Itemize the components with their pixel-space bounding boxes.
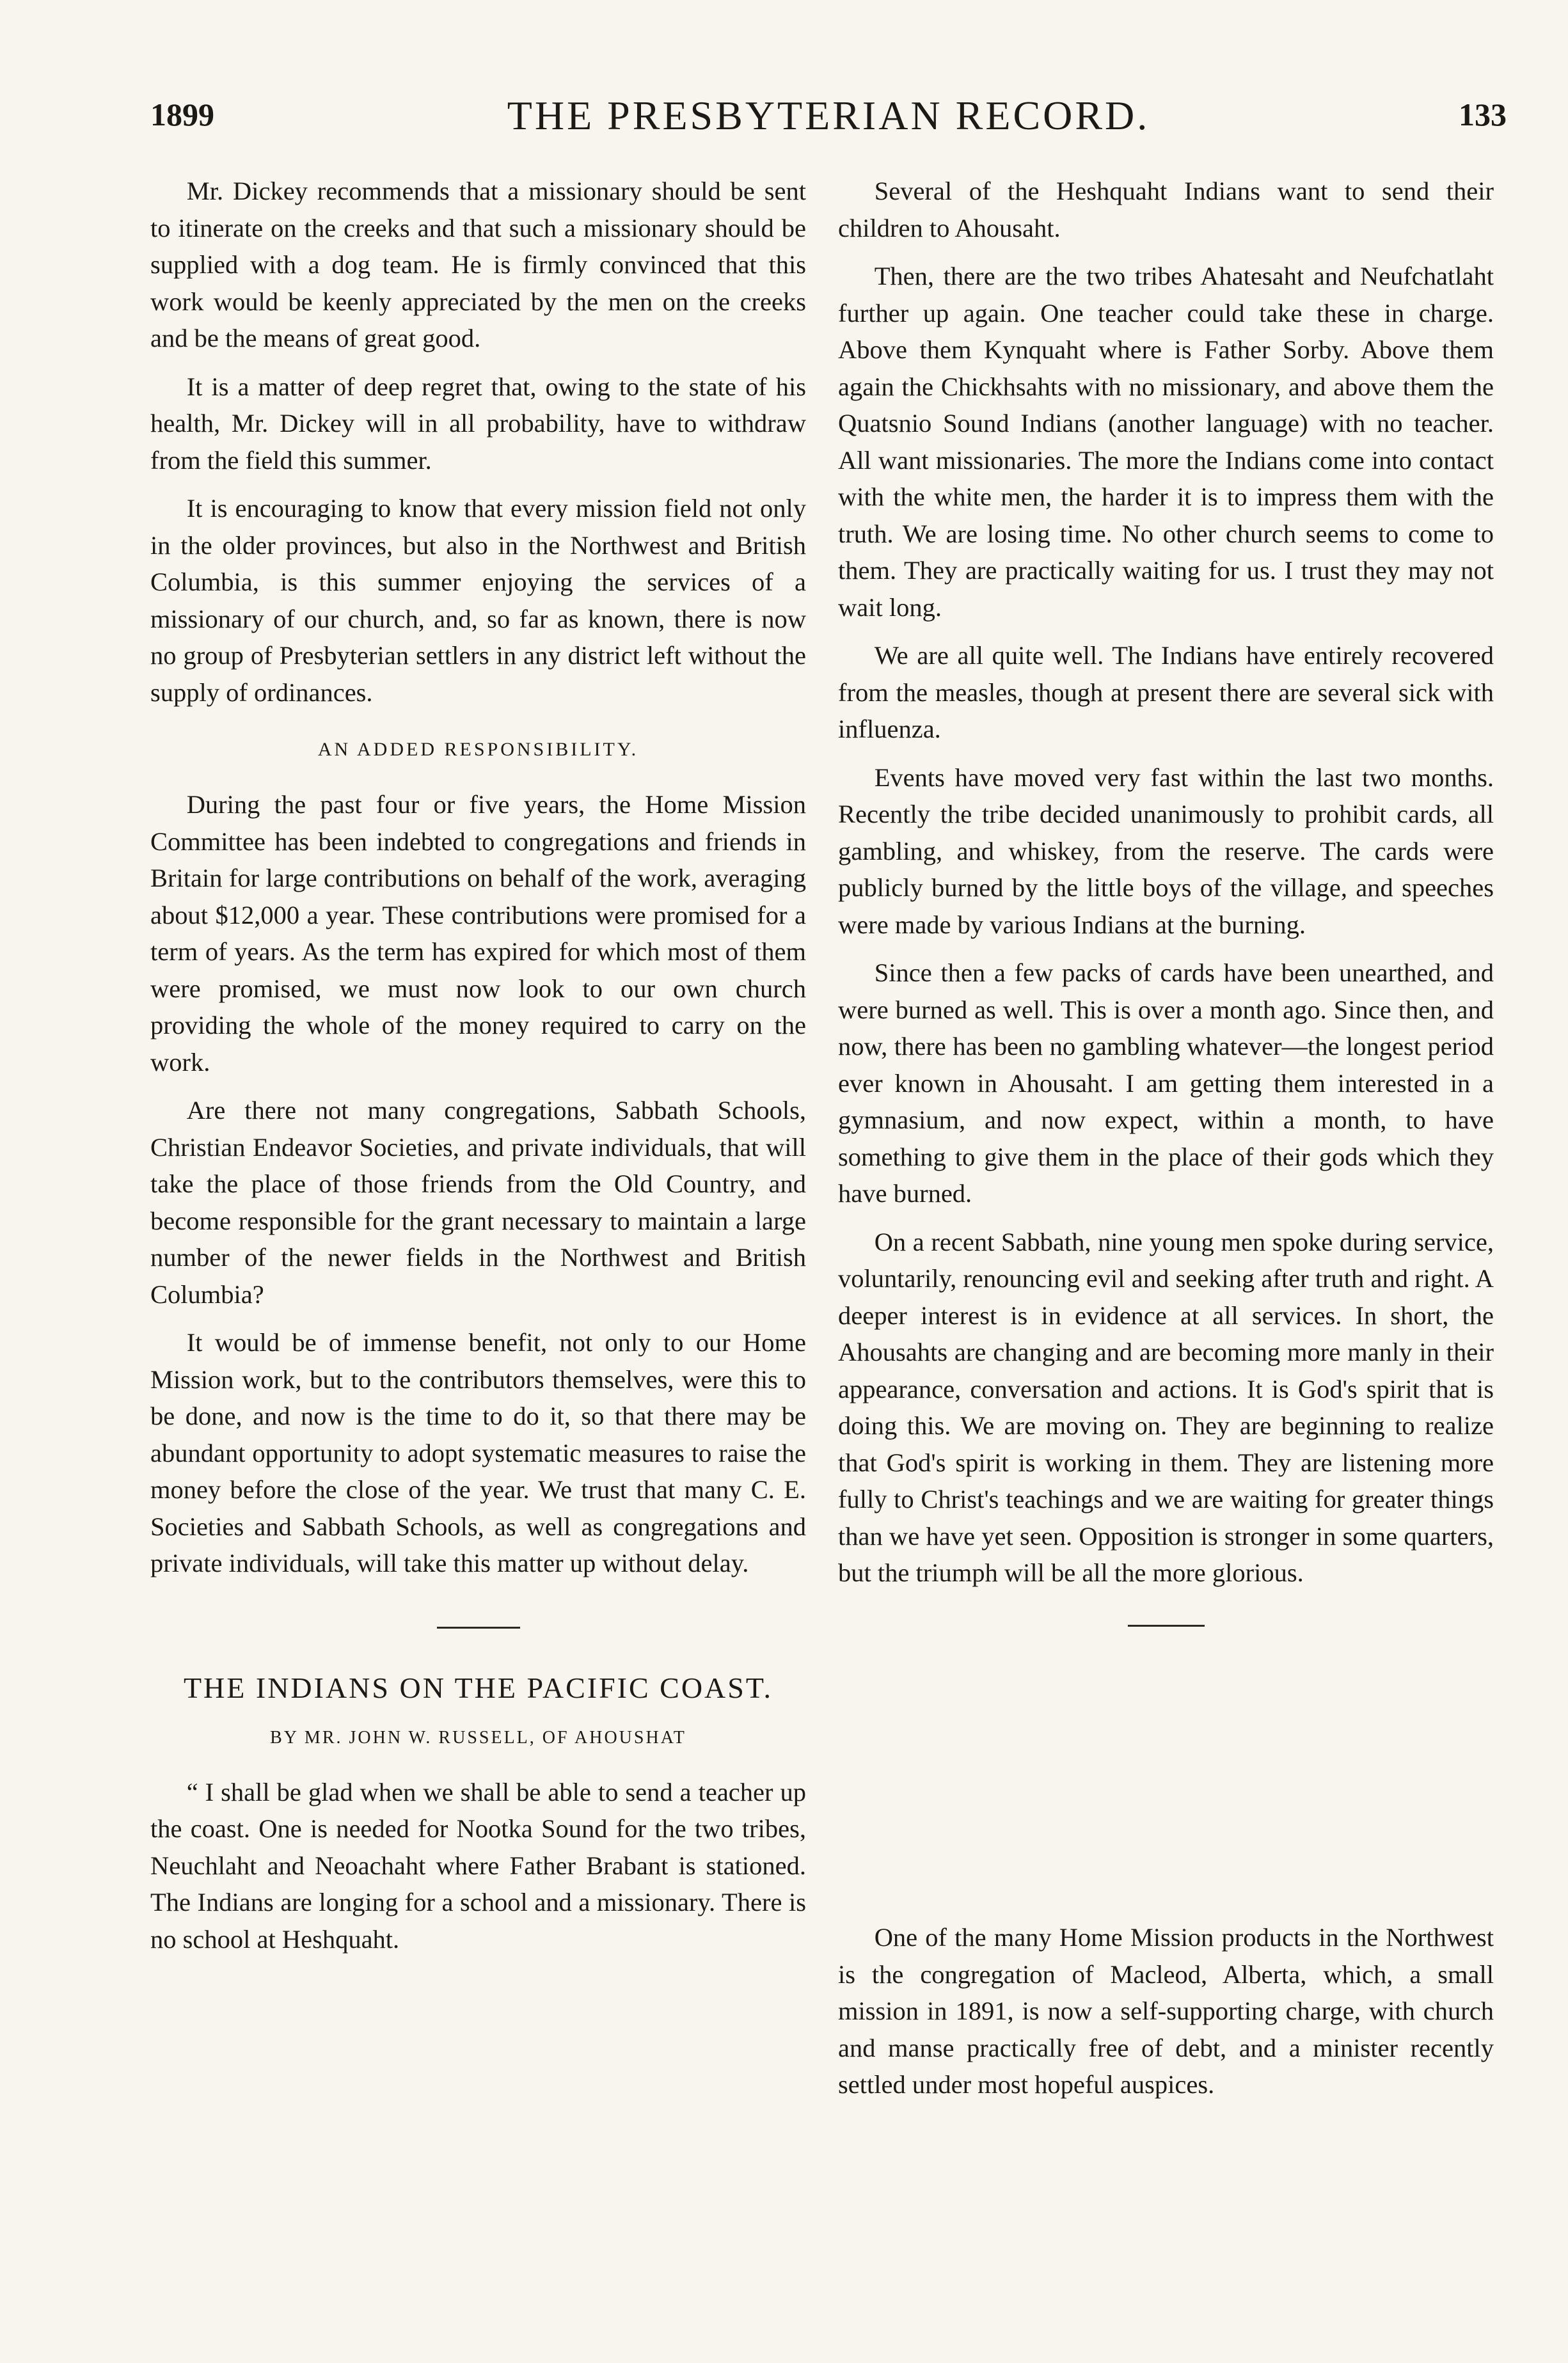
paragraph: Events have moved very fast within the last two months. Recently the tribe decided unanimously to prohibit cards, all gambling, and whiskey, from the reserve. The cards were publicly burned by the little boys of the village, and speeches were made by various Indians at the burning. xyxy=(838,763,1494,939)
paragraph: It is encouraging to know that every mission field not only in the older provinces, but also in the Northwest and British Columbia, is this summer enjoying the services of a missionary of our church, and, so far as known, there is now no group of Presbyterian settlers in any district left without the supply of ordinances. xyxy=(150,494,806,707)
paragraph: Several of the Heshquaht Indians want to send their children to Ahousaht. xyxy=(838,177,1494,242)
bottom-note xyxy=(838,1919,1494,2115)
paragraph: On a recent Sabbath, nine young men spoke during service, voluntarily, renouncing evil and seeking after truth and right. A deeper interest is in evidence at all services. In short, the Ahousahts are changing and are becoming more manly in their appearance, conversation and actions. It is God's spirit that is doing this. We are moving on. They are beginning to realize that God's spirit is working in them. They are listening more fully to Christ's teachings and we are waiting for greater things than we have yet seen. Opposition is stronger in some quarters, but the triumph will be all the more glorious. xyxy=(838,1227,1494,1587)
section-divider xyxy=(1128,1625,1205,1627)
page-number: 133 xyxy=(1459,97,1507,132)
article-byline: BY MR. JOHN W. RUSSELL, OF AHOUSHAT xyxy=(270,1727,686,1748)
paragraph: It would be of immense benefit, not only to our Home Mission work, but to the contributors themselves, were this to be done, and now is the time to do it, so that there may be abundant opportunity to adopt systematic measures to raise the money before the close of the year. We trust that many C. E. Societies and Sabbath Schools, as well as congregations and private individuals, will take this matter up without delay. xyxy=(150,1328,806,1577)
paragraph: Then, there are the two tribes Ahatesaht and Neufchatlaht further up again. One teacher could take these in charge. Above them Kynquaht where is Father Sorby. Above them again the Chickhsahts with no missionary, and above them the Quatsnio Sound Indians (another language) with no teacher. All want missionaries. The more the Indians come into contact with the white men, the harder it is to impress them with the truth. We are losing time. No other church seems to come to them. They are practically waiting for us. I trust they may not wait long. xyxy=(838,262,1494,622)
masthead-title: THE PRESBYTERIAN RECORD. xyxy=(507,93,1150,138)
paragraph: During the past four or five years, the Home Mission Committee has been indebted to congregations and friends in Britain for large contributions on behalf of the work, averaging about $12,000 a year. These contributions were promised for a term of years. As the term has expired for which most of them were promised, we must now look to our own church providing the whole of the money required to carry on the work. xyxy=(150,790,806,1077)
left-column xyxy=(150,173,806,1969)
paragraph: Since then a few packs of cards have been unearthed, and were burned as well. This is over a month ago. Since then, and now, there has been no gambling whatever—the longest period ever known in Ahousaht. I am getting them interested in a gymnasium, and now expect, within a month, to have something to give them in the place of their gods which they have burned. xyxy=(838,958,1494,1208)
section-divider xyxy=(437,1627,520,1629)
article-title: THE INDIANS ON THE PACIFIC COAST. xyxy=(183,1671,773,1704)
header-year: 1899 xyxy=(150,97,214,132)
section-heading: AN ADDED RESPONSIBILITY. xyxy=(317,739,639,760)
right-column xyxy=(838,173,1494,1627)
paragraph: Mr. Dickey recommends that a missionary should be sent to itinerate on the creeks and that such a missionary should be supplied with a dog team. He is firmly convinced that this work would be keenly appreciated by the men on the creeks and be the means of great good. xyxy=(150,177,806,352)
page-header xyxy=(150,93,1507,147)
paragraph: One of the many Home Mission products in the Northwest is the congregation of Macleod, Alberta, which, a small mission in 1891, is now a self-supporting charge, with church and manse practically free of debt, and a minister recently settled under most hopeful auspices. xyxy=(838,1923,1494,2099)
paragraph: Are there not many congregations, Sabbath Schools, Christian Endeavor Societies, and private individuals, that will take the place of those friends from the Old Country, and become responsible for the grant necessary to maintain a large number of the newer fields in the Northwest and British Columbia? xyxy=(150,1096,806,1309)
paragraph: “ I shall be glad when we shall be able to send a teacher up the coast. One is needed for Nootka Sound for the two tribes, Neuchlaht and Neoachaht where Father Brabant is stationed. The Indians are longing for a school and a missionary. There is no school at Heshquaht. xyxy=(150,1777,806,1954)
paragraph: It is a matter of deep regret that, owing to the state of his health, Mr. Dickey will in all probability, have to withdraw from the field this summer. xyxy=(150,372,806,475)
paragraph: We are all quite well. The Indians have entirely recovered from the measles, though at present there are several sick with influenza. xyxy=(838,641,1494,743)
